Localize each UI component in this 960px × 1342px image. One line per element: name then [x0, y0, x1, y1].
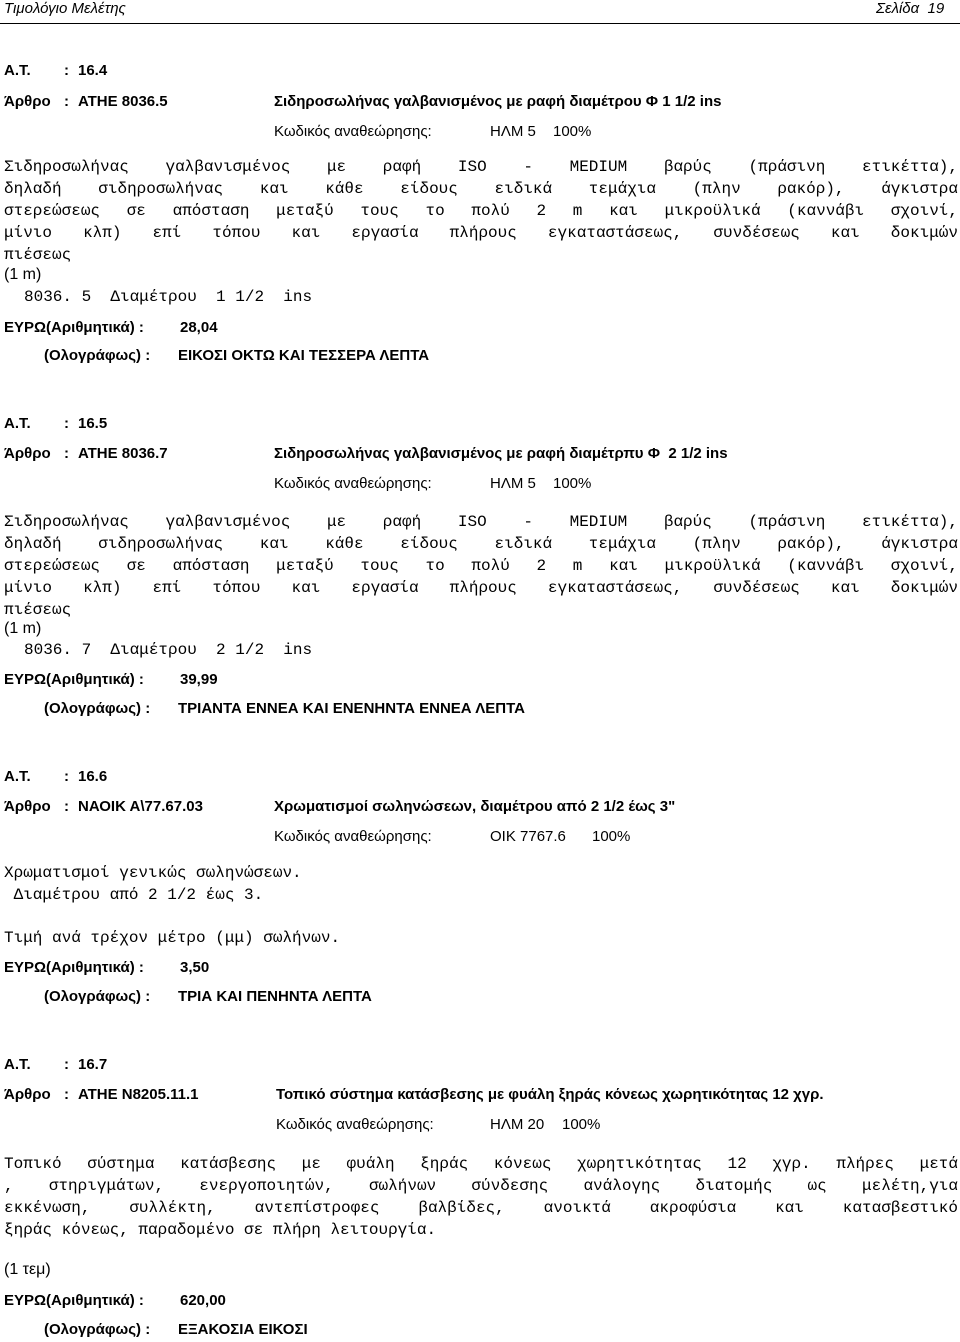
- article-colon: :: [64, 1086, 69, 1103]
- at-value: 16.5: [78, 415, 108, 432]
- item-title: Χρωματισμοί σωληνώσεων, διαμέτρου από 2 1/2 έως 3": [274, 798, 676, 815]
- description-line: δηλαδή σιδηροσωλήνας και κάθε είδους ειδικά τεμάχια (πλην ρακόρ), άγκιστρα: [4, 535, 958, 553]
- review-code-percent: 100%: [553, 475, 592, 492]
- description-line: στερεώσεως σε απόσταση μεταξύ τους το πολύ 2 m και μικροϋλικά (καννάβι σχοινί,: [4, 557, 958, 575]
- article-label: Άρθρο: [4, 1086, 51, 1103]
- description-line: Σιδηροσωλήνας γαλβανισμένος με ραφή ISO - MEDIUM βαρύς (πράσινη ετικέττα),: [4, 158, 958, 176]
- description-line: Τοπικό σύστημα κατάσβεσης με φυάλη ξηράς κόνεως χωρητικότητας 12 χγρ. πλήρες μετά: [4, 1155, 958, 1173]
- item-description: [4, 1153, 958, 1241]
- review-code-value: ΗΛΜ 5: [490, 123, 536, 140]
- price-numeric-label: ΕΥΡΩ(Αριθμητικά) :: [4, 671, 144, 688]
- review-code-percent: 100%: [562, 1116, 601, 1133]
- description-line: Τιμή ανά τρέχον μέτρο (μμ) σωλήνων.: [4, 929, 341, 947]
- description-line: Χρωματισμοί γενικώς σωληνώσεων.: [4, 864, 302, 882]
- at-colon: :: [64, 62, 69, 79]
- item-title: Σιδηροσωλήνας γαλβανισμένος με ραφή διαμέτρου Φ 1 1/2 ins: [274, 93, 722, 110]
- review-code-value: ΗΛΜ 20: [490, 1116, 545, 1133]
- price-numeric-value: 620,00: [180, 1292, 226, 1309]
- review-code-value: ΟΙΚ 7767.6: [490, 828, 566, 845]
- price-words-label: (Ολογράφως) :: [44, 700, 151, 717]
- price-words-label: (Ολογράφως) :: [44, 1321, 151, 1338]
- article-code: ΝΑΟΙΚ Α\77.67.03: [78, 798, 203, 815]
- price-words-label: (Ολογράφως) :: [44, 988, 151, 1005]
- article-code: ΑΤΗΕ 8036.7: [78, 445, 168, 462]
- at-colon: :: [64, 768, 69, 785]
- item-title: Τοπικό σύστημα κατάσβεσης με φυάλη ξηράς κόνεως χωρητικότητας 12 χγρ.: [276, 1086, 824, 1103]
- review-code-value: ΗΛΜ 5: [490, 475, 536, 492]
- article-colon: :: [64, 798, 69, 815]
- item-title: Σιδηροσωλήνας γαλβανισμένος με ραφή διαμέτρπυ Φ 2 1/2 ins: [274, 445, 728, 462]
- article-label: Άρθρο: [4, 445, 51, 462]
- unit-of-measure: (1 m): [4, 266, 42, 283]
- article-code: ΑΤΗΕ Ν8205.11.1: [78, 1086, 199, 1103]
- item-code-line: 8036. 7 Διαμέτρου 2 1/2 ins: [24, 641, 313, 659]
- price-numeric-value: 3,50: [180, 959, 210, 976]
- unit-of-measure: (1 τεμ): [4, 1261, 51, 1278]
- page-number-value: 19: [927, 0, 945, 17]
- price-numeric-value: 39,99: [180, 671, 218, 688]
- description-line: στερεώσεως σε απόσταση μεταξύ τους το πολύ 2 m και μικροϋλικά (καννάβι σχοινί,: [4, 202, 958, 220]
- unit-of-measure: (1 m): [4, 620, 42, 637]
- price-numeric-label: ΕΥΡΩ(Αριθμητικά) :: [4, 319, 144, 336]
- at-value: 16.6: [78, 768, 108, 785]
- at-label: Α.Τ.: [4, 62, 31, 79]
- description-line: πιέσεως: [4, 601, 72, 619]
- description-line: ξηράς κόνεως, παραδομένο σε πλήρη λειτουργία.: [4, 1221, 437, 1239]
- item-description: [4, 511, 958, 621]
- review-code-label: Κωδικός αναθεώρησης:: [274, 828, 432, 845]
- description-line: , στηριγμάτων, ενεργοποιητών, σωλήνων σύνδεσης ανάλογης διατομής ως μελέτη,για: [4, 1177, 958, 1195]
- review-code-percent: 100%: [592, 828, 631, 845]
- page-header-title: Τιμολόγιο Μελέτης: [4, 0, 126, 17]
- review-code-label: Κωδικός αναθεώρησης:: [274, 475, 432, 492]
- description-line: πιέσεως: [4, 246, 72, 264]
- at-label: Α.Τ.: [4, 768, 31, 785]
- article-label: Άρθρο: [4, 798, 51, 815]
- article-label: Άρθρο: [4, 93, 51, 110]
- description-line: εκκένωση, συλλέκτη, αντεπίστροφες βαλβίδες, ανοικτά ακροφύσια και κατασβεστικό: [4, 1199, 958, 1217]
- review-code-label: Κωδικός αναθεώρησης:: [274, 123, 432, 140]
- price-words-value: ΕΙΚΟΣΙ ΟΚΤΩ ΚΑΙ ΤΕΣΣΕΡΑ ΛΕΠΤΑ: [178, 347, 430, 364]
- item-code-line: 8036. 5 Διαμέτρου 1 1/2 ins: [24, 288, 313, 306]
- price-words-value: ΕΞΑΚΟΣΙΑ ΕΙΚΟΣΙ: [178, 1321, 308, 1338]
- description-line: μίνιο κλπ) επί τόπου και εργασία πλήρους εγκαταστάσεως, συνδέσεως και δοκιμών: [4, 224, 958, 242]
- description-line: Σιδηροσωλήνας γαλβανισμένος με ραφή ISO - MEDIUM βαρύς (πράσινη ετικέττα),: [4, 513, 958, 531]
- description-line: δηλαδή σιδηροσωλήνας και κάθε είδους ειδικά τεμάχια (πλην ρακόρ), άγκιστρα: [4, 180, 958, 198]
- review-code-percent: 100%: [553, 123, 592, 140]
- price-words-value: ΤΡΙΑΝΤΑ ΕΝΝΕΑ ΚΑΙ ΕΝΕΝΗΝΤΑ ΕΝΝΕΑ ΛΕΠΤΑ: [178, 700, 525, 717]
- at-value: 16.7: [78, 1056, 108, 1073]
- description-line: Διαμέτρου από 2 1/2 έως 3.: [4, 886, 264, 904]
- page-number: [876, 0, 944, 17]
- at-colon: :: [64, 1056, 69, 1073]
- article-colon: :: [64, 93, 69, 110]
- article-colon: :: [64, 445, 69, 462]
- price-numeric-label: ΕΥΡΩ(Αριθμητικά) :: [4, 959, 144, 976]
- item-description: [4, 156, 958, 266]
- at-label: Α.Τ.: [4, 415, 31, 432]
- page-label: Σελίδα: [876, 0, 920, 17]
- price-numeric-label: ΕΥΡΩ(Αριθμητικά) :: [4, 1292, 144, 1309]
- review-code-label: Κωδικός αναθεώρησης:: [276, 1116, 434, 1133]
- price-words-value: ΤΡΙΑ ΚΑΙ ΠΕΝΗΝΤΑ ΛΕΠΤΑ: [178, 988, 372, 1005]
- at-label: Α.Τ.: [4, 1056, 31, 1073]
- description-line: μίνιο κλπ) επί τόπου και εργασία πλήρους εγκαταστάσεως, συνδέσεως και δοκιμών: [4, 579, 958, 597]
- price-words-label: (Ολογράφως) :: [44, 347, 151, 364]
- header-divider: [0, 23, 960, 24]
- at-value: 16.4: [78, 62, 108, 79]
- article-code: ΑΤΗΕ 8036.5: [78, 93, 168, 110]
- price-numeric-value: 28,04: [180, 319, 218, 336]
- at-colon: :: [64, 415, 69, 432]
